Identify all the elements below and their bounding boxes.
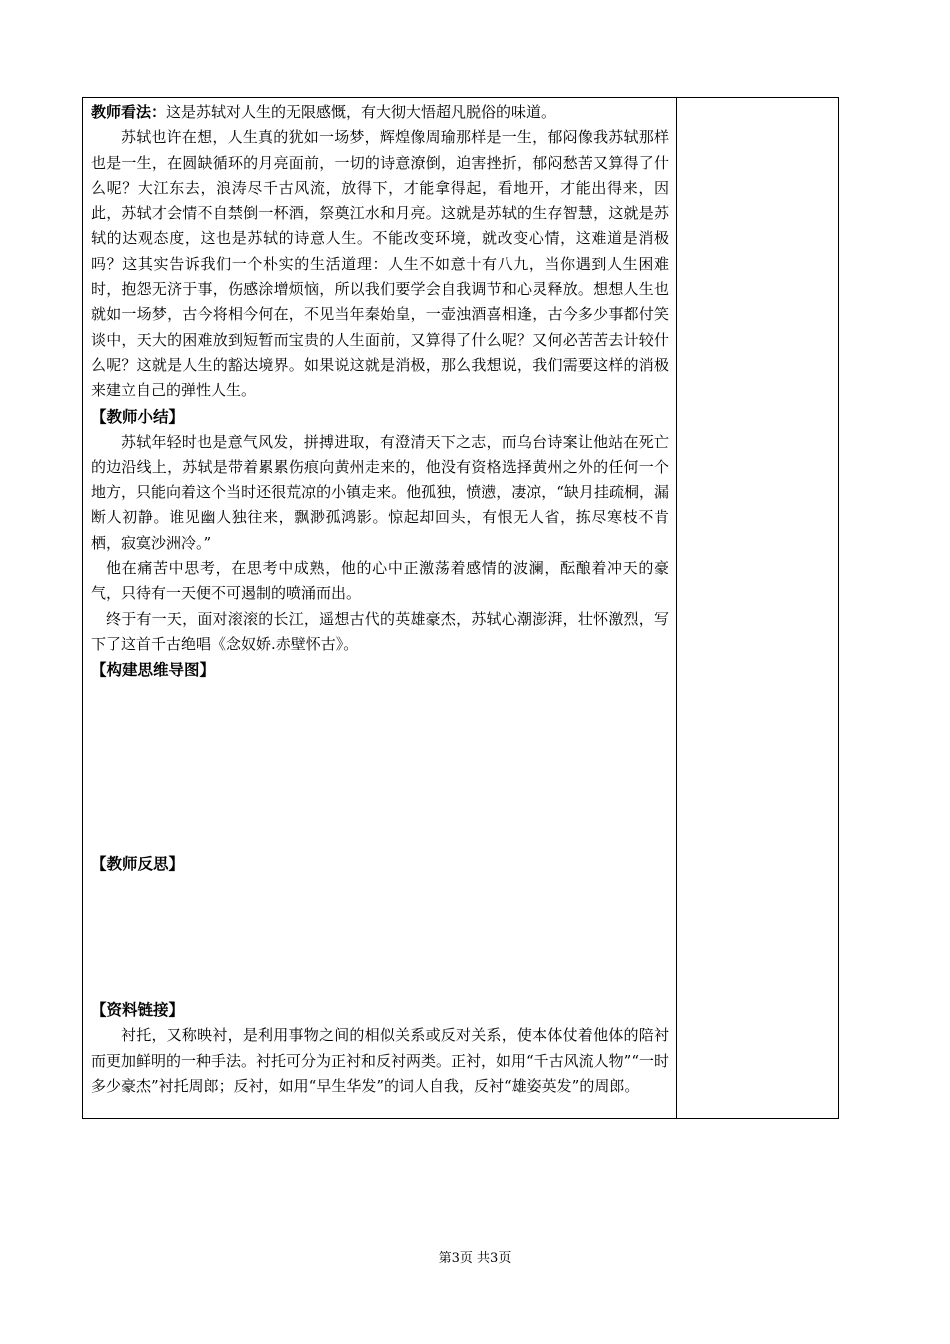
mind-map-heading: 【构建思维导图】 (91, 661, 216, 680)
teacher-view-paragraph: 苏轼也许在想，人生真的犹如一场梦，辉煌像周瑜那样是一生，郁闷像我苏轼那样也是一生，在圆缺循环的月亮面前，一切的诗意潦倒，迫害挫折，郁闷愁苦又算得了什么呢？大江东去，浪涛尽千古风流，放得下，才能拿得起，看地开，才能出得来，因此，苏轼才会情不自禁倒一杯酒，祭奠江水和月亮。这就是苏轼的生存智慧，这就是苏轼的达观态度，这也是苏轼的诗意人生。不能改变环境，就改变心情，这难道是消极吗？这其实告诉我们一个朴实的生活道理：人生不如意十有八九，当你遇到人生困难时，抱怨无济于事，伤感涂增烦恼，所以我们要学会自我调节和心灵释放。想想人生也就如一场梦，古今将相今何在，不见当年秦始皇，一壶浊酒喜相逢，古今多少事都付笑谈中，天大的困难放到短暂而宝贵的人生面前，又算得了什么呢？又何必苦苦去计较什么呢？这就是人生的豁达境界。如果说这就是消极，那么我想说，我们需要这样的消极来建立自己的弹性人生。 (91, 128, 669, 400)
main-cell (91, 100, 669, 1099)
teacher-view-label: 教师看法： (91, 103, 167, 121)
summary-paragraph-2: 他在痛苦中思考，在思考中成熟，他的心中正激荡着感情的波澜，酝酿着冲天的豪气，只待有一天便不可遏制的喷涌而出。 (91, 559, 669, 603)
teacher-view-lead-text: 这是苏轼对人生的无限感慨，有大彻大悟超凡脱俗的味道。 (166, 103, 557, 121)
side-notes-cell (677, 98, 838, 1118)
summary-heading: 【教师小结】 (91, 407, 185, 426)
page-footer: 第3页 共3页 (438, 1251, 512, 1266)
summary-paragraph-3: 终于有一天，面对滚滚的长江，遥想古代的英雄豪杰，苏轼心潮澎湃，壮怀激烈，写下了这首千古绝唱《念奴娇.赤壁怀古》。 (91, 609, 669, 653)
lesson-table (82, 97, 839, 1119)
reflection-blank-area (91, 877, 669, 997)
teacher-view-line (91, 100, 669, 125)
mind-map-blank-area (91, 683, 669, 851)
reflection-heading: 【教师反思】 (91, 855, 185, 874)
summary-paragraph-1: 苏轼年轻时也是意气风发，拼搏进取，有澄清天下之志，而乌台诗案让他站在死亡的边沿线上，苏轼是带着累累伤痕向黄州走来的，他没有资格选择黄州之外的任何一个地方，只能向着这个当时还很荒凉的小镇走来。他孤独，愤懑，凄凉，“缺月挂疏桐，漏断人初静。谁见幽人独往来，飘渺孤鸿影。惊起却回头，有恨无人省，拣尽寒枝不肯栖，寂寞沙洲冷。” (91, 432, 669, 552)
resources-paragraph: 衬托，又称映衬，是利用事物之间的相似关系或反对关系，使本体仗着他体的陪衬而更加鲜明的一种手法。衬托可分为正衬和反衬两类。正衬，如用“千古风流人物”“一时多少豪杰”衬托周郎；反衬，如用“早生华发”的词人自我，反衬“雄姿英发”的周郎。 (91, 1026, 670, 1095)
resources-heading: 【资料链接】 (91, 1001, 185, 1020)
